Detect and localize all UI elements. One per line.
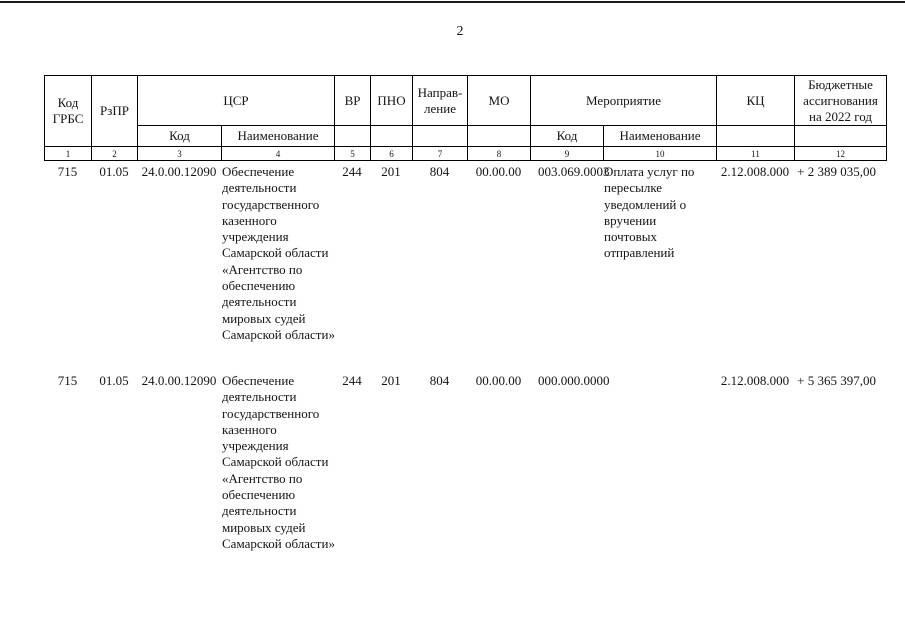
header-napravlenie-empty	[413, 126, 468, 147]
budget-table-header	[44, 75, 887, 161]
header-mer-kod: Код	[531, 126, 604, 147]
cell-mer-name: Оплата услуг по пересылке уведомлений о вручении почтовых отправлений	[604, 164, 695, 261]
page-number: 2	[456, 24, 464, 39]
cell-vr: 244	[342, 164, 362, 179]
header-napravlenie: Направ- ление	[413, 76, 468, 126]
header-rzpr: РзПР	[92, 76, 138, 147]
top-edge-line	[0, 1, 905, 3]
cell-pno: 201	[381, 164, 401, 179]
column-number-10: 10	[604, 147, 717, 161]
column-number-4: 4	[222, 147, 335, 161]
header-budget: Бюджетные ассигнования на 2022 год	[795, 76, 887, 126]
table-row	[44, 373, 886, 552]
cell-csr-name: Обеспечение деятельности государственного казенного учреждения Самарской области «Агентство по обеспечению деятельности мировых судей Самарской области»	[222, 373, 335, 551]
column-number-2: 2	[92, 147, 138, 161]
header-pno: ПНО	[371, 76, 413, 126]
cell-kod-grbs: 715	[57, 373, 78, 388]
column-number-3: 3	[138, 147, 222, 161]
header-vr-empty	[335, 126, 371, 147]
header-csr: ЦСР	[138, 76, 335, 126]
header-mer-name: Наименование	[604, 126, 717, 147]
cell-mo: 00.00.00	[475, 164, 522, 179]
cell-kc: 2.12.008.000	[720, 373, 790, 388]
header-mo-empty	[468, 126, 531, 147]
cell-rzpr: 01.05	[99, 164, 129, 179]
cell-rzpr: 01.05	[99, 373, 129, 388]
cell-mer-kod: 003.069.0003	[538, 164, 610, 179]
column-number-5: 5	[335, 147, 371, 161]
header-budget-empty	[795, 126, 887, 147]
cell-mer-kod: 000.000.0000	[538, 373, 610, 388]
cell-csr-name: Обеспечение деятельности государственного казенного учреждения Самарской области «Агентство по обеспечению деятельности мировых судей Самарской области»	[222, 164, 335, 342]
cell-kod-grbs: 715	[57, 164, 78, 179]
column-number-8: 8	[468, 147, 531, 161]
column-number-9: 9	[531, 147, 604, 161]
column-number-6: 6	[371, 147, 413, 161]
header-meropriyatie: Мероприятие	[531, 76, 717, 126]
column-number-11: 11	[717, 147, 795, 161]
column-number-7: 7	[413, 147, 468, 161]
table-row	[44, 164, 886, 343]
cell-csr-kod: 24.0.00.12090	[141, 164, 217, 179]
header-pno-empty	[371, 126, 413, 147]
cell-budget: + 2 389 035,00	[797, 164, 876, 179]
column-number-1: 1	[45, 147, 92, 161]
cell-mer-name	[603, 373, 716, 552]
header-kc: КЦ	[717, 76, 795, 126]
cell-kc: 2.12.008.000	[720, 164, 790, 179]
header-vr: ВР	[335, 76, 371, 126]
header-kc-empty	[717, 126, 795, 147]
cell-napravlenie: 804	[429, 373, 450, 388]
cell-napravlenie: 804	[429, 164, 450, 179]
header-mo: МО	[468, 76, 531, 126]
cell-mo: 00.00.00	[475, 373, 522, 388]
header-csr-name: Наименование	[222, 126, 335, 147]
column-number-12: 12	[795, 147, 887, 161]
cell-csr-kod: 24.0.00.12090	[141, 373, 217, 388]
header-kod-grbs: Код ГРБС	[45, 76, 92, 147]
cell-vr: 244	[342, 373, 362, 388]
cell-pno: 201	[381, 373, 401, 388]
header-csr-kod: Код	[138, 126, 222, 147]
cell-budget: + 5 365 397,00	[797, 373, 876, 388]
